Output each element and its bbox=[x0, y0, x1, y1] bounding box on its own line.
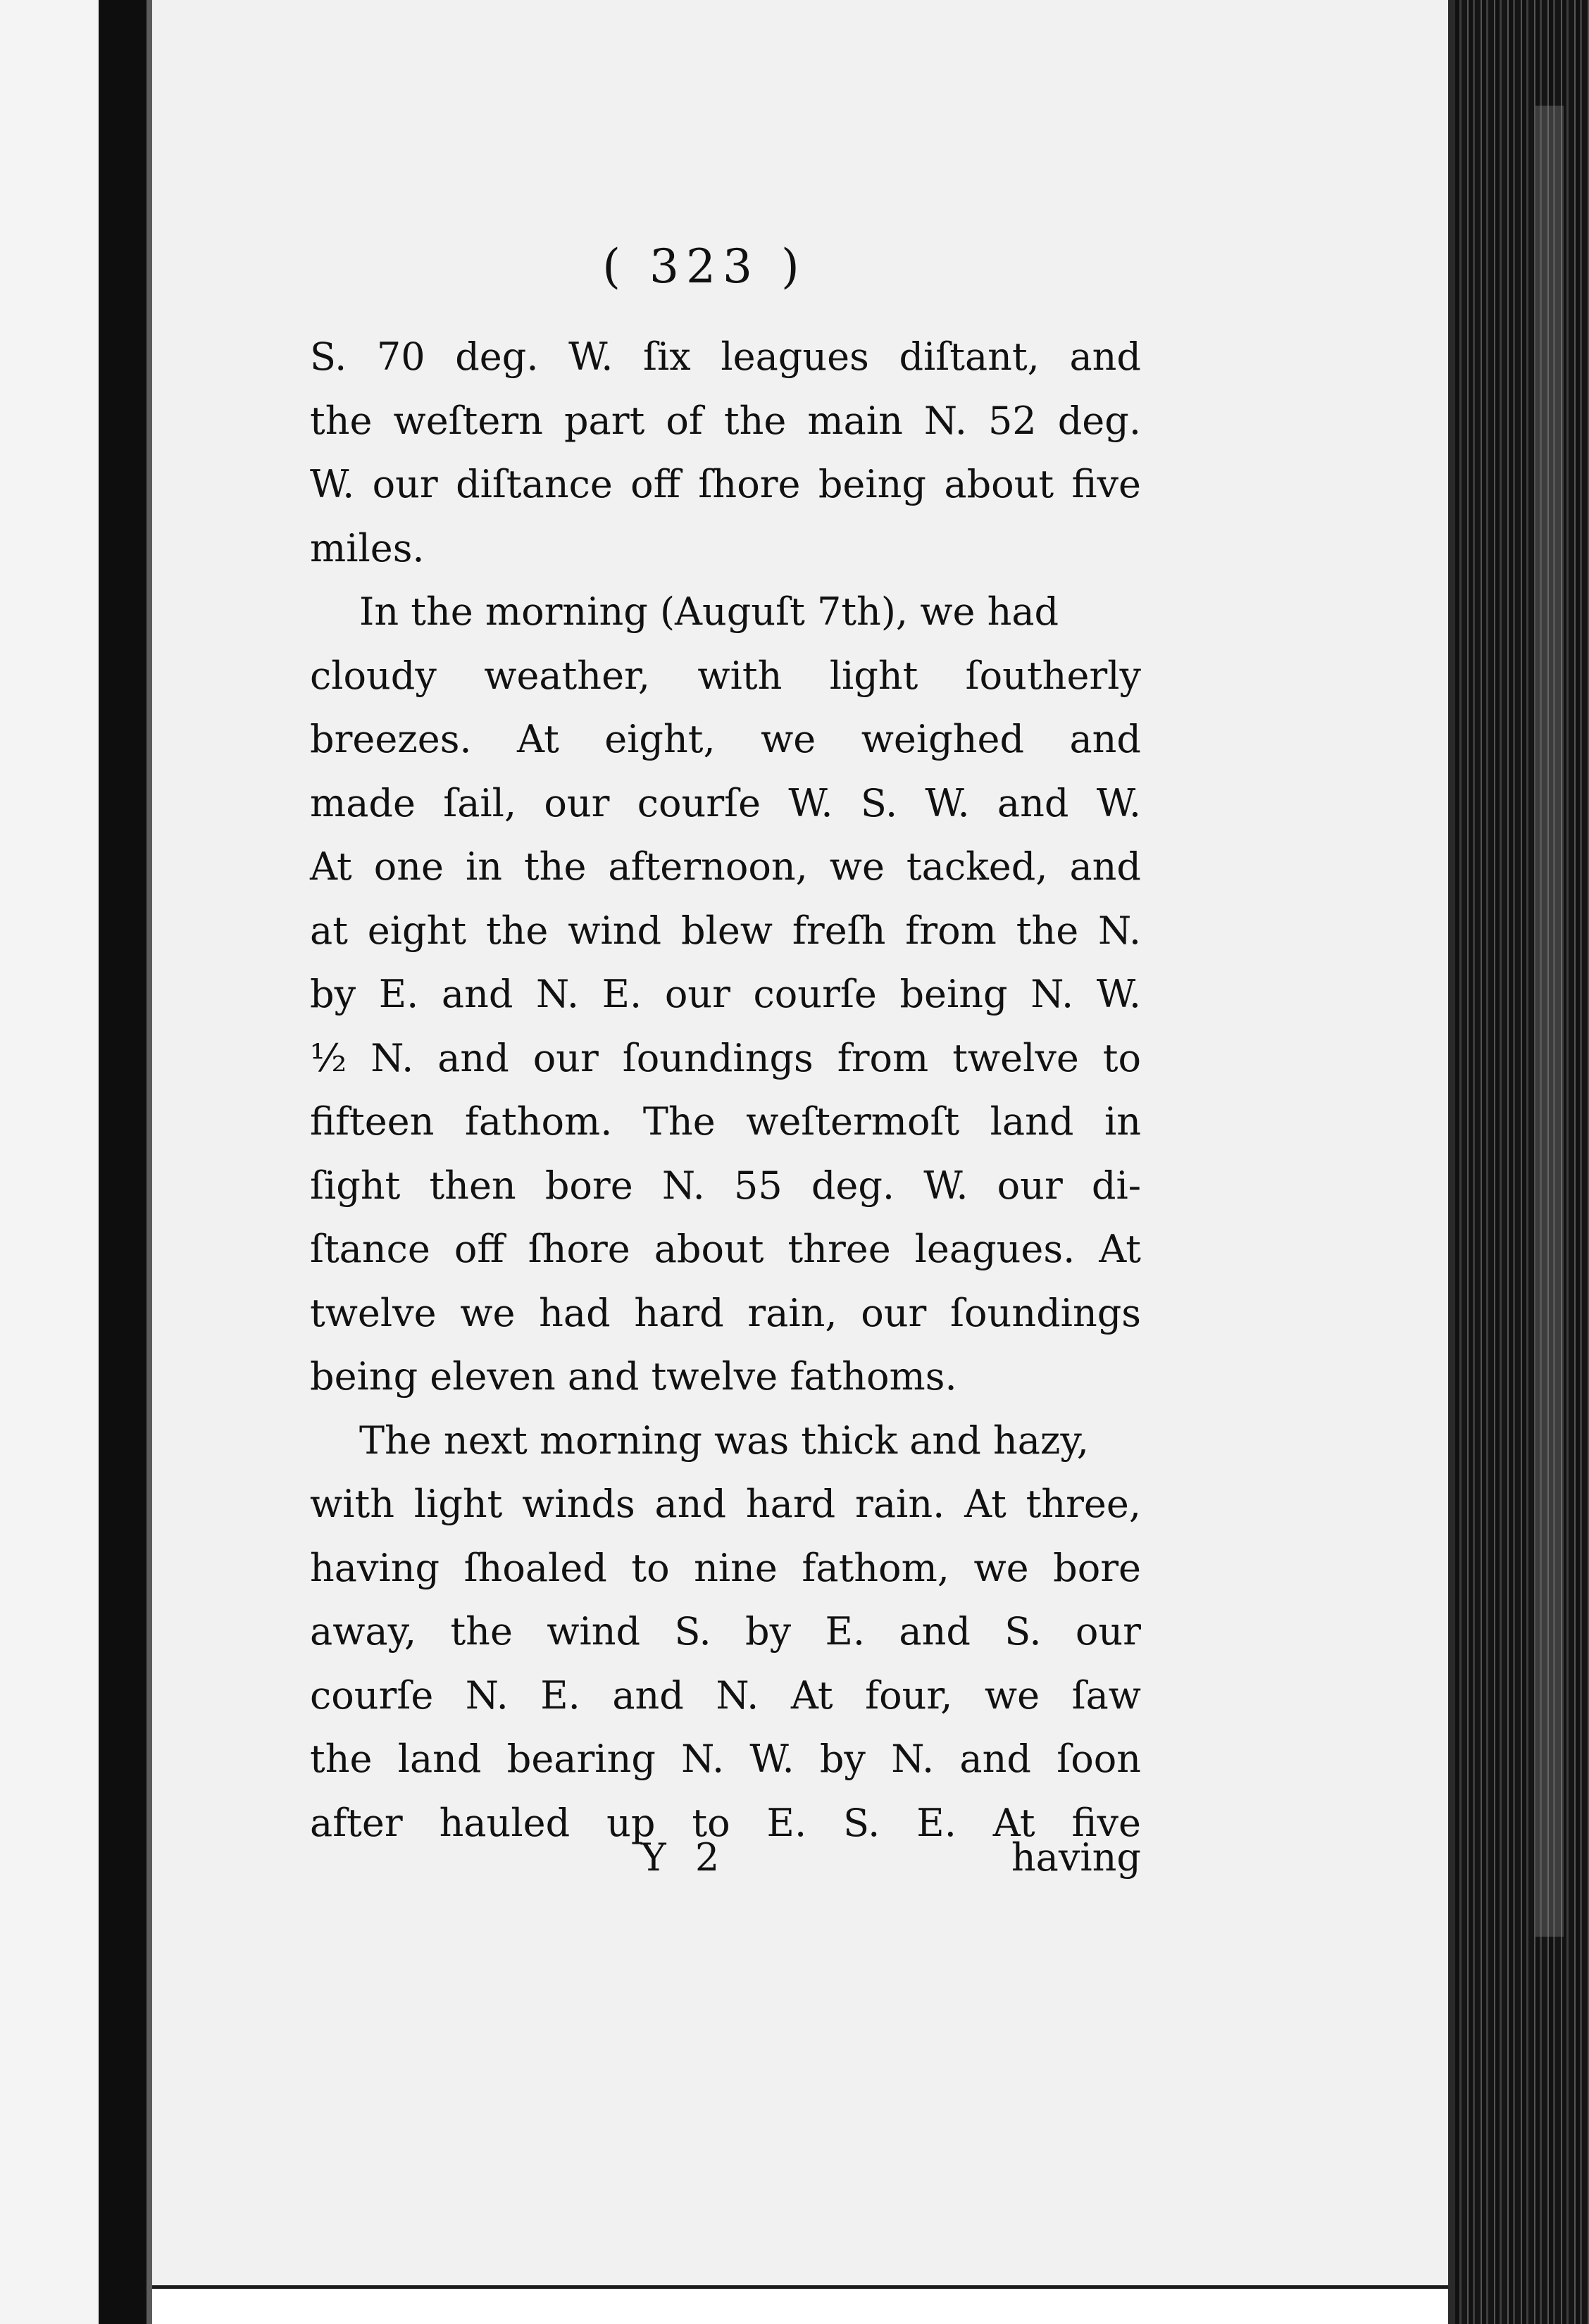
text-line: W. our diſtance off ſhore being about five bbox=[310, 462, 1141, 506]
text-line: having ſhoaled to nine fathom, we bore bbox=[310, 1545, 1141, 1590]
text-line: ſtance off ſhore about three leagues. At bbox=[310, 1227, 1141, 1271]
page-header: ( 323 ) bbox=[602, 239, 806, 294]
text-line: The next morning was thick and hazy, bbox=[359, 1418, 1089, 1463]
text-line: breezes. At eight, we weighed and bbox=[310, 717, 1141, 761]
text-line: the land bearing N. W. by N. and ſoon bbox=[310, 1737, 1141, 1781]
text-line: the weſtern part of the main N. 52 deg. bbox=[310, 398, 1141, 443]
book-fore-edge bbox=[1455, 0, 1589, 2324]
text-line: ſight then bore N. 55 deg. W. our di- bbox=[310, 1163, 1141, 1208]
book-gutter bbox=[99, 0, 147, 2324]
text-line: twelve we had hard rain, our ſoundings bbox=[310, 1290, 1141, 1335]
facing-page-margin bbox=[0, 0, 99, 2324]
text-line: S. 70 deg. W. ſix leagues diſtant, and bbox=[310, 335, 1141, 379]
text-line: made ſail, our courſe W. S. W. and W. bbox=[310, 780, 1141, 825]
page-footer bbox=[310, 1835, 1141, 1899]
text-line: fifteen fathom. The weſtermoſt land in bbox=[310, 1099, 1141, 1144]
text-line: In the morning (Auguſt 7th), we had bbox=[359, 589, 1059, 634]
text-line: At one in the afternoon, we tacked, and bbox=[310, 844, 1141, 889]
text-line: at eight the wind blew freſh from the N. bbox=[310, 908, 1141, 953]
page-right-edge bbox=[1448, 0, 1455, 2324]
text-line: by E. and N. E. our courſe being N. W. bbox=[310, 972, 1141, 1016]
catchword: having bbox=[1011, 1835, 1141, 1880]
text-line: with light winds and hard rain. At three, bbox=[310, 1482, 1141, 1526]
text-line: cloudy weather, with light ſoutherly bbox=[310, 653, 1141, 698]
gutter-edge bbox=[147, 0, 152, 2324]
text-line: ½ N. and our ſoundings from twelve to bbox=[310, 1035, 1141, 1080]
text-line: miles. bbox=[310, 525, 425, 570]
body-text bbox=[310, 325, 1141, 1855]
text-line: away, the wind S. by E. and S. our bbox=[310, 1609, 1141, 1654]
text-line: being eleven and twelve fathoms. bbox=[310, 1354, 957, 1399]
book-fore-edge-highlight bbox=[1535, 106, 1564, 1937]
text-line: after hauled up to E. S. E. At five bbox=[310, 1800, 1141, 1845]
signature-mark: Y 2 bbox=[641, 1835, 728, 1880]
text-line: courſe N. E. and N. At four, we ſaw bbox=[310, 1673, 1141, 1718]
